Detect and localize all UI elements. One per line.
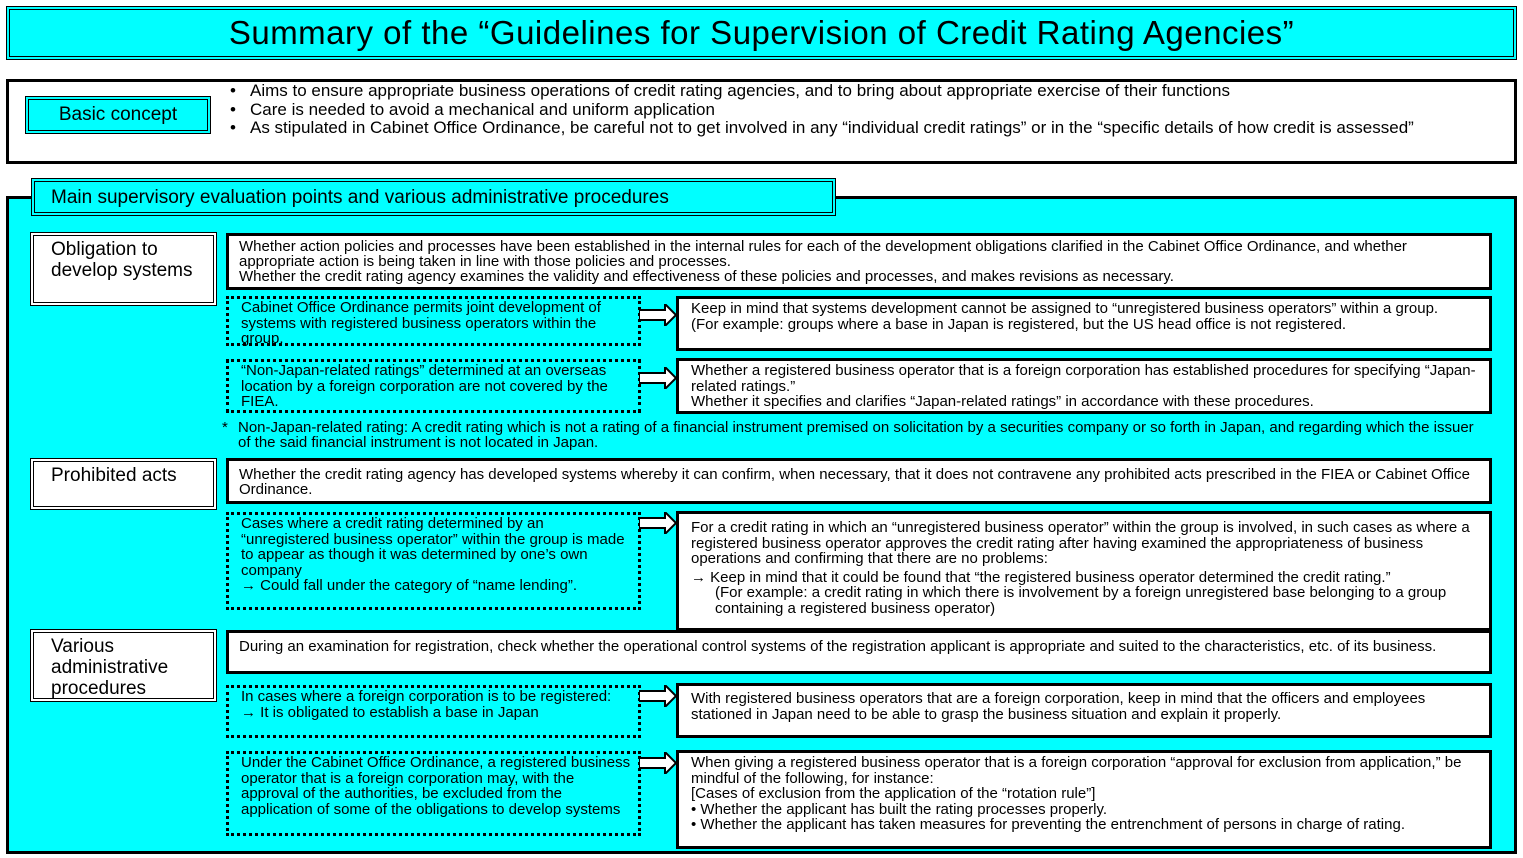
administrative-case-2-condition: Under the Cabinet Office Ordinance, a registered business operator that is a foreign corporation may, with the approval of the authorities, be excluded from the application of some of the obligations to develop systems <box>226 751 641 836</box>
administrative-case-1-guidance: With registered business operators that are a foreign corporation, keep in mind that the officers and employees stationed in Japan need to be able to grasp the business situation and explain it properly. <box>676 683 1492 738</box>
bullet: • <box>230 118 236 137</box>
arrow-right-icon <box>639 304 677 326</box>
bullet: • <box>230 99 236 119</box>
arrow-right-icon <box>639 752 677 774</box>
arrow-right-icon <box>639 367 677 389</box>
page-title: Summary of the “Guidelines for Supervision of Credit Rating Agencies” <box>6 6 1517 60</box>
footnote: Non-Japan-related rating: A credit rating which is not a rating of a financial instrument premised on solicitation by a securities company or so forth in Japan, and regarding which the issuer of the said financial instrument is not located in Japan. <box>238 419 1474 451</box>
obligation-case-1-guidance: Keep in mind that systems development cannot be assigned to “unregistered business operators” within a group. (For example: groups where a base in Japan is registered, but the US head office is not registered. <box>676 296 1492 351</box>
basic-concept-label: Basic concept <box>25 96 211 134</box>
basic-concept-list <box>230 82 1510 138</box>
administrative-case-1-condition: In cases where a foreign corporation is to be registered: → It is obligated to establish a base in Japan <box>226 685 641 738</box>
category-administrative: Various administrative procedures <box>30 629 217 702</box>
arrow-right-icon <box>639 512 677 534</box>
prohibited-case-1-guidance: For a credit rating in which an “unregistered business operator” within the group is involved, in such cases as where a registered business operator approves the credit rating after having examined the appropriateness of business operations and confirming that there are no problems: → Keep in mind that it could be found that “the registered business operator determined the credit rating.” (For example: a credit rating in which there is involvement by a foreign unregistered base belonging to a group containing a registered business operator) <box>676 511 1492 631</box>
obligation-case-1-condition: Cabinet Office Ordinance permits joint development of systems with registered business operators within the group. <box>226 296 641 346</box>
footnote-mark: * <box>222 419 228 436</box>
list-item: • As stipulated in Cabinet Office Ordinance, be careful not to get involved in any “individual credit ratings” or in the “specific details of how credit is assessed” <box>230 118 1414 137</box>
administrative-case-2-guidance: When giving a registered business operator that is a foreign corporation “approval for exclusion from application,” be mindful of the following, for instance: [Cases of exclusion from the application of the “rotation rule”] • Whether the applicant has built the rating processes properly. • Whether the applicant has taken measures for preventing the entrenchment of persons in charge of rating. <box>676 750 1492 849</box>
bullet: • <box>230 81 236 100</box>
category-prohibited: Prohibited acts <box>30 458 217 510</box>
prohibited-case-1-condition: Cases where a credit rating determined by an “unregistered business operator” within the group is made to appear as though it was determined by one’s own company → Could fall under the category of “name lending”. <box>226 512 641 610</box>
list-item: • Care is needed to avoid a mechanical and uniform application <box>230 99 715 119</box>
obligation-case-2-guidance: Whether a registered business operator that is a foreign corporation has established procedures for specifying “Japan-related ratings.” Whether it specifies and clarifies “Japan-related ratings” in accordance with these procedures. <box>676 358 1492 414</box>
category-obligation: Obligation to develop systems <box>30 232 217 306</box>
main-panel-header: Main supervisory evaluation points and various administrative procedures <box>31 178 836 216</box>
list-item: • Aims to ensure appropriate business operations of credit rating agencies, and to bring about appropriate exercise of their functions <box>230 81 1230 100</box>
obligation-summary: Whether action policies and processes have been established in the internal rules for each of the development obligations clarified in the Cabinet Office Ordinance, and whether appropriate action is being taken in line with those policies and processes. Whether the credit rating agency examines the validity and effectiveness of these policies and processes, and makes revisions as necessary. <box>226 233 1492 290</box>
obligation-case-2-condition: “Non-Japan-related ratings” determined at an overseas location by a foreign corporation are not covered by the FIEA. <box>226 359 641 413</box>
arrow-right-icon <box>639 685 677 707</box>
administrative-summary: During an examination for registration, check whether the operational control systems of the registration applicant is appropriate and suited to the characteristics, etc. of its business. <box>226 630 1492 674</box>
prohibited-summary: Whether the credit rating agency has developed systems whereby it can confirm, when necessary, that it does not contravene any prohibited acts prescribed in the FIEA or Cabinet Office Ordinance. <box>226 458 1492 504</box>
